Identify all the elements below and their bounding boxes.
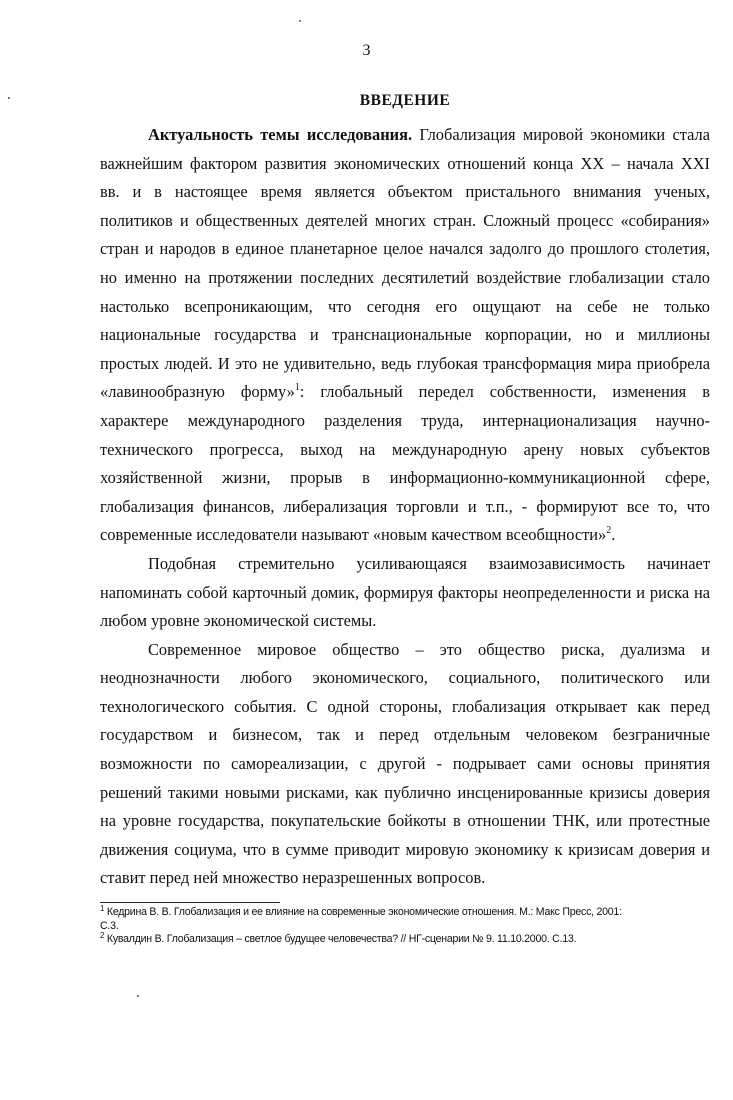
line-text: современные исследователи называют «новым качеством всеобщности» <box>100 525 607 545</box>
text-line <box>100 750 710 779</box>
section-title: ВВЕДЕНИЕ <box>359 92 451 109</box>
line-text: . <box>611 525 616 545</box>
line-text: «лавинообразную форму» <box>100 382 295 402</box>
line-text: вв. и в настоящее время является объектом пристального внимания ученых, <box>100 182 710 202</box>
footnotes <box>100 906 710 947</box>
bold-lead: Актуальность темы исследования. <box>148 125 413 144</box>
line-text: решений такими новыми рисками, как публично инсценированные кризисы доверия <box>100 782 710 802</box>
line-text: напоминать собой карточный домик, формируя факторы неопределенности и риска на <box>100 582 710 602</box>
line-text: технологического события. С одной стороны, глобализация открывает как перед <box>100 696 710 716</box>
text-line <box>100 521 710 550</box>
text-line <box>100 178 710 207</box>
footnote-2: $^2$ Кувалдин В. Глобализация – светлое будущее человечества? // НГ-сценарии № 9. 11.10.2000. С.13. <box>100 931 577 945</box>
text-line <box>100 579 710 608</box>
text-line <box>100 807 710 836</box>
text-line <box>100 864 710 893</box>
text-line <box>100 464 710 493</box>
text-line <box>100 321 710 350</box>
line-text: настолько всепроникающим, что сегодня его ощущают на себе не только <box>100 296 710 316</box>
footnote-separator <box>100 902 280 903</box>
line-text: Современное мировое общество – это общество риска, дуализма и <box>148 639 710 659</box>
line-text: глобализация финансов, либерализация торговли и т.п., - формируют все то, что <box>100 496 710 516</box>
text-line <box>100 636 710 665</box>
text-line <box>100 407 710 436</box>
text-line <box>100 493 710 522</box>
scan-speck <box>299 20 301 22</box>
line-text: важнейшим фактором развития экономических отношений конца XX – начала XXI <box>100 153 710 173</box>
line-text: хозяйственной жизни, прорыв в информационно-коммуникационной сфере, <box>100 468 710 488</box>
text-line <box>100 235 710 264</box>
footnote-1: $^1$ Кедрина В. В. Глобализация и ее влияние на современные экономические отношения. М.: Макс Пресс, 2001: <box>100 904 622 918</box>
text-line <box>100 264 710 293</box>
scan-speck <box>137 995 139 997</box>
line-text: характере международного разделения труда, интернационализация научно- <box>100 410 710 430</box>
line-text: Глобализация мировой экономики стала <box>412 125 710 144</box>
text-line <box>100 836 710 865</box>
body-text <box>100 121 710 893</box>
line-text: политиков и общественных деятелей многих стран. Сложный процесс «собирания» <box>100 210 710 230</box>
text-line <box>100 121 710 150</box>
footnote-1-continuation: С.3. <box>100 919 119 932</box>
line-text: государством и бизнесом, так и перед отдельным человеком безграничные <box>100 725 710 745</box>
footnote-ref: 1 <box>294 382 300 394</box>
page-number: 3 <box>362 42 371 59</box>
line-text: возможности по самореализации, с другой - подрывает сами основы принятия <box>100 754 710 774</box>
footnote-ref: 2 <box>606 525 612 537</box>
text-line <box>100 293 710 322</box>
line-text: на уровне государства, покупательские бойкоты в отношении ТНК, или протестные <box>100 811 710 831</box>
line-text: движения социума, что в сумме приводит мировую экономику к кризисам доверия и <box>100 839 710 859</box>
line-text: стран и народов в единое планетарное целое начался задолго до прошлого столетия, <box>100 239 710 259</box>
line-text: но именно на протяжении последних десятилетий воздействие глобализации стало <box>100 267 710 287</box>
line-text: национальные государства и транснациональные корпорации, но и миллионы <box>100 325 710 345</box>
line-text: : глобальный передел собственности, изменения в <box>299 382 710 402</box>
scan-speck <box>8 97 10 99</box>
text-line <box>100 607 710 636</box>
line-text: неоднозначности любого экономического, социального, политического или <box>100 668 710 688</box>
line-text: ставит перед ней множество неразрешенных вопросов. <box>100 868 486 888</box>
text-line <box>100 350 710 379</box>
text-line <box>100 550 710 579</box>
line-text: Подобная стремительно усиливающаяся взаимозависимость начинает <box>148 553 710 573</box>
text-line <box>100 664 710 693</box>
line-text: любом уровне экономической системы. <box>100 611 377 631</box>
text-line <box>100 378 710 407</box>
text-line <box>100 693 710 722</box>
text-line <box>100 721 710 750</box>
line-text: простых людей. И это не удивительно, ведь глубокая трансформация мира приобрела <box>100 353 710 373</box>
text-line <box>100 150 710 179</box>
text-line <box>100 436 710 465</box>
text-line <box>100 207 710 236</box>
text-line <box>100 779 710 808</box>
line-text: технического прогресса, выход на международную арену новых субъектов <box>100 439 710 459</box>
